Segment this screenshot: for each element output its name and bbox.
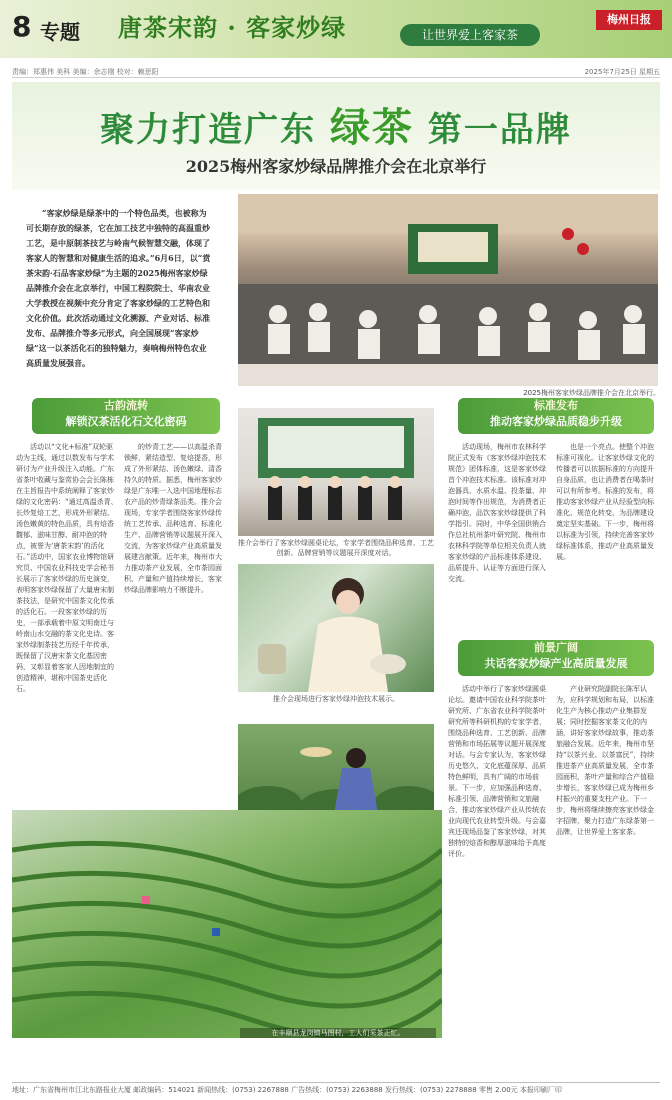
tea-garden-photo	[12, 810, 442, 1038]
tea-caption: 推介会现场进行客家炒绿冲泡技术展示。	[273, 695, 399, 703]
article-column-1: 活动以“文化+标准”双轮驱动为主线，通过以数发布与学术研讨为产业升级注入动能。广东省茶叶收藏与鉴赏协会会长陈栋在主旨报告中系统阐释了客家炒绿的文化密码：“通过高温杀青、长炒复焙工艺，形成外形紧结、汤色嫩黄的特色品质，具有焙香馥郁、滋味甘醇、耐冲泡的特点，被誉为‘唐茶宋韵’的活化石。”活动中，国家农业博物馆研究员、中国农业科技史学会秘书长展示了客家炒绿的历史演变，表明客家炒绿保留了大量唐宋制茶技法，是研究中国茶文化传承的活化石。一段客家炒绿的历史，一部承载着中原文明南迁与岭南山水交融的茶文化史诗。客家炒绿制茶技艺历经千年传承，既保留了汉唐宋茶文化基因密码，又彰显着客家人因地制宜的创造精神，堪称中国茶史活化石。	[16, 443, 118, 693]
slogan-pill: 让世界爱上客家茶	[400, 24, 540, 46]
subtitle: 2025梅州客家炒绿品牌推介会在北京举行	[185, 157, 487, 176]
main-photo	[238, 194, 658, 386]
tea-ceremony-photo	[238, 564, 434, 692]
forum-stage-image	[238, 408, 434, 536]
article-column-2: 的炒青工艺——以高温杀青锁鲜，紧结造型、复焙提香，形成了外形紧结、汤色嫩绿、清香持久的特质。据悉，梅州客家炒绿是广东唯一入选中国地理标志农产品的炒青绿茶品类。推介会现场，专家学者围绕客家炒绿传统工艺传承、品种选育、标准化生产、品牌营销等议题展开深入交流，为客家炒绿产业高质量发展建言献策。近年来，梅州市大力推动茶产业发展，全市茶园面积、产量和产值持续增长，客家炒绿品牌影响力不断提升。	[124, 443, 222, 594]
headline-part3: 第一品牌	[427, 110, 572, 150]
tea-garden-image	[12, 810, 442, 1038]
main-photo-caption: 2025梅州客家炒绿品牌推介会在北京举行。	[523, 389, 660, 397]
garden-caption: 在丰顺县龙岗镇马图村，工人们采茶正忙。	[240, 1028, 436, 1038]
section-name: 专题	[40, 20, 80, 44]
headline-band	[12, 82, 660, 190]
section-banner-3	[458, 640, 654, 676]
page-number: 8	[12, 10, 32, 43]
section-1-title: 解锁汉茶活化石文化密码	[65, 415, 187, 428]
headline	[12, 96, 660, 153]
tea-ceremony-image	[238, 564, 434, 692]
editors: 责编：郑惠伟 美科 美编：余志刚 校对：赖思阳	[12, 68, 159, 76]
banquet-hall-image	[238, 194, 658, 386]
lead-paragraph: “客家炒绿是绿茶中的一个特色品类，也被称为可长期存放的绿茶，它在加工技艺中独特的高温重炒工艺，是中原制茶技艺与岭南气候智慧交融，体现了客家人的智慧和对健康生活的追求。”6月6日，以“赏茶宋韵·石品客家炒绿”为主题的2025梅州客家炒绿品牌推介会在北京举行，中国工程院院士、华南农业大学教授在视频中充分肯定了客家炒绿的工艺特色和文化价值。此次活动通过文化溯源、产业对话、标准发布、品牌推介等多元形式，向全国展现“客家炒绿”这一以茶活化石的独特魅力，奏响梅州特色农业高质量发展强音。	[26, 208, 211, 368]
forum-photo	[238, 408, 434, 536]
masthead	[0, 0, 672, 58]
article-column-5: 活动中举行了客家炒绿圆桌论坛。邀请中国农业科学院茶叶研究所、广东省农业科学院茶叶研究所等科研机构的专家学者，围绕品种选育、工艺创新、品牌营销和市场拓展等议题开展深度对话。与会专家认为，客家炒绿历史悠久、文化底蕴深厚、品质特色鲜明，具有广阔的市场前景。下一步，应加强品种选育、标准引领、品牌营销和文旅融合，推动客家炒绿产业从传统农业向现代农业转型升级。与会嘉宾还现场品鉴了客家炒绿，对其独特的焙香和醇厚滋味给予高度评价。	[448, 685, 546, 858]
article-column-3: 活动现场，梅州市农林科学院正式发布《客家炒绿冲泡技术规范》团体标准，这是客家炒绿首个冲泡技术标准。该标准对冲泡器具、水质水温、投茶量、冲泡时间等作出规范，为消费者正确冲泡、品饮客家炒绿提供了科学指引。同时，中华全国供销合作总社杭州茶叶研究院、梅州市农林科学院等单位相关负责人就客家炒绿的产品标准体系建设、品质提升、认证等方面进行深入交流。	[448, 443, 546, 583]
section-banner-1	[32, 398, 220, 434]
section-3-title: 共话客家炒绿产业高质量发展	[484, 657, 628, 670]
article-column-6: 产业研究院副院长陈军认为，应科学规划和布局，以标准化生产为核心推动产业集群发展；同时挖掘客家茶文化的内涵，讲好客家炒绿故事，推动茶旅融合发展。近年来，梅州市坚持“以茶兴业、以茶富民”，持续推进茶产业高质量发展，全市茶园面积、茶叶产量和综合产值稳步增长，客家炒绿已成为梅州乡村振兴的重要支柱产业。下一步，梅州将继续擦亮客家炒绿金字招牌，聚力打造广东绿茶第一品牌，让世界爱上客家茶。	[556, 685, 655, 836]
footer: 地址：广东省梅州市江北东路报业大厦 邮政编码：514021 新闻热线：(0753) 2267888 广告热线：(0753) 2263888 发行热线：(0753) 2278888 零售 2.00元 本报印刷厂印	[12, 1082, 660, 1096]
section-3-kicker: 前景广阔	[534, 641, 578, 654]
section-2-kicker: 标准发布	[534, 399, 578, 412]
issue-date: 2025年7月25日 星期五	[584, 68, 660, 76]
brand-line: 唐茶宋韵 · 客家炒绿	[118, 13, 347, 42]
section-banner-2	[458, 398, 654, 434]
headline-part1: 聚力打造广东	[100, 110, 317, 150]
section-2-title: 推动客家炒绿品质稳步升级	[490, 415, 622, 428]
paper-logo: 梅州日报	[596, 10, 662, 30]
forum-caption: 推介会举行了客家炒绿圆桌论坛，专家学者围绕品种选育、工艺创新、品牌营销等议题展开深度对话。	[238, 539, 434, 557]
meta-line	[12, 66, 660, 78]
headline-part2: 绿茶	[330, 104, 414, 151]
article-column-4: 也是一个亮点。使整个冲泡标准可视化。让客家炒绿文化的传播者可以依据标准的方向提升自身品质，也让消费者在喝茶时可以有所参考。标准的发布，将推动客家炒绿产业从经验型向标准化、规范化转变，为品牌建设奠定坚实基础。下一步，梅州将以标准为引领，持续完善客家炒绿标准体系，推动产业高质量发展。	[556, 443, 654, 561]
section-1-kicker: 古韵流转	[104, 399, 148, 412]
